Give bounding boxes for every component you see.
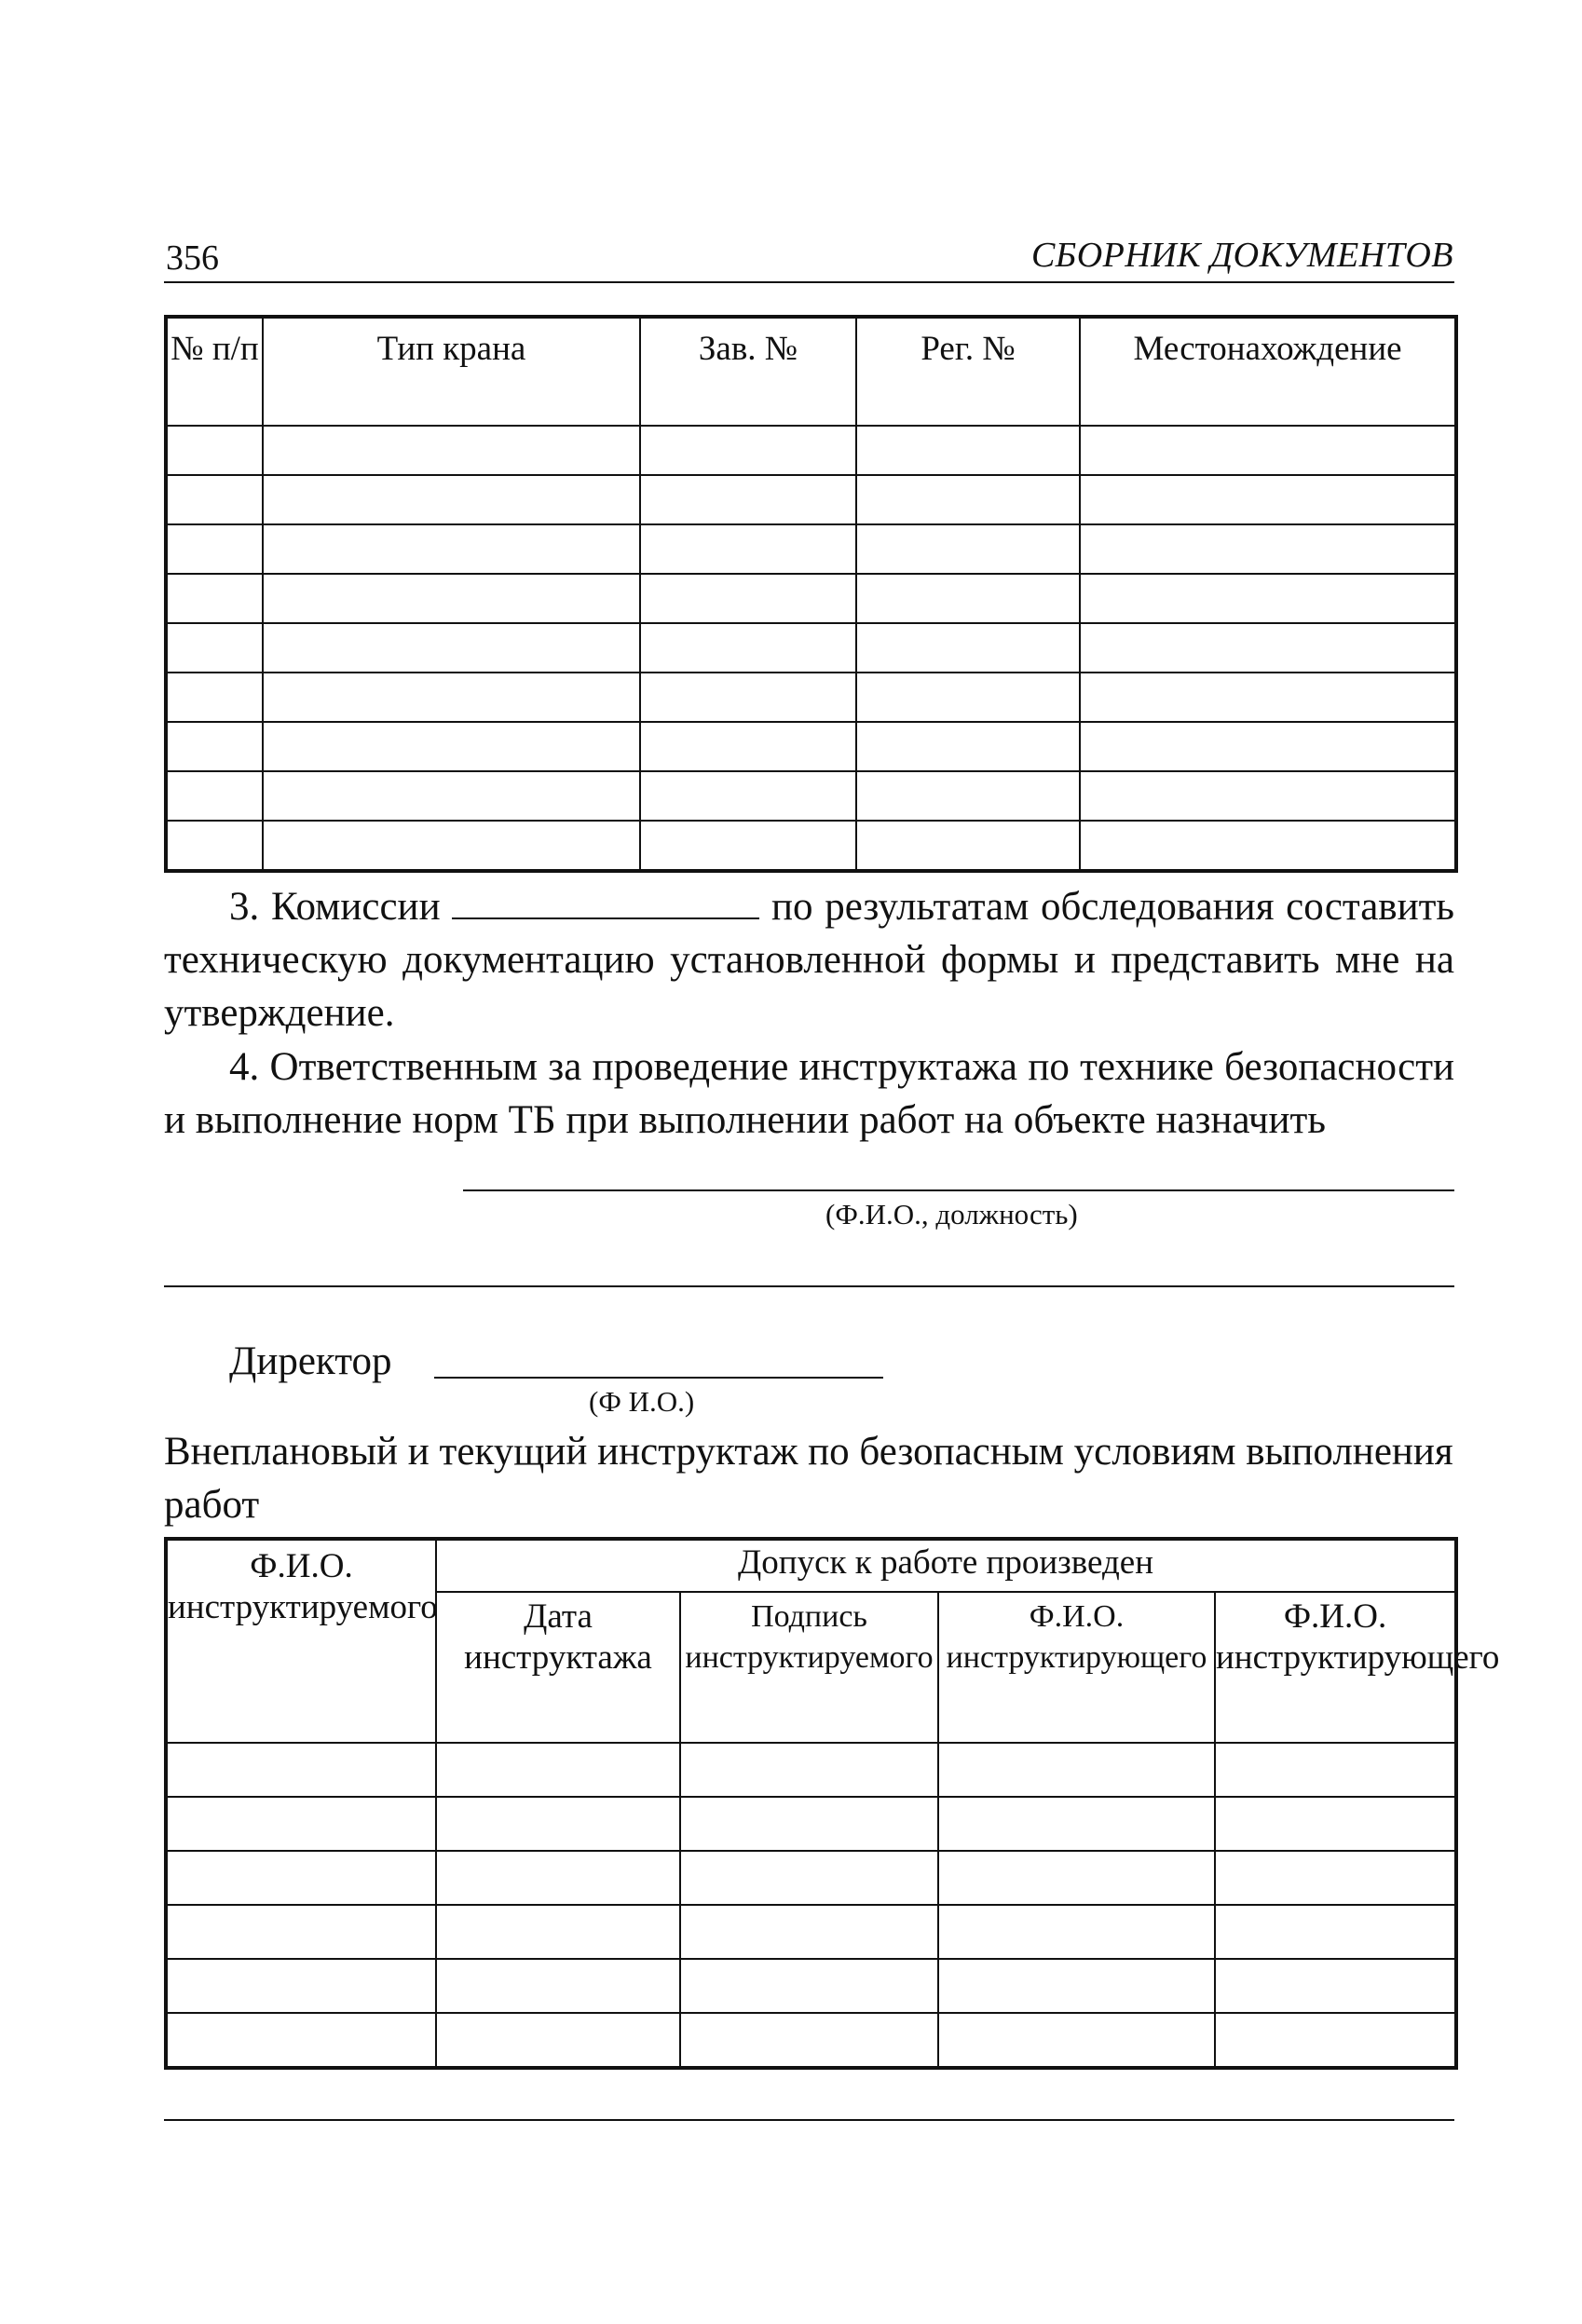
table-cell[interactable] — [1080, 426, 1456, 475]
table-cell[interactable] — [436, 1959, 680, 2013]
running-head: СБОРНИК ДОКУМЕНТОВ — [1030, 236, 1453, 275]
col-factory-number: Зав. № — [640, 317, 856, 426]
table-cell[interactable] — [680, 2013, 938, 2068]
table-row — [166, 426, 1456, 475]
table-cell[interactable] — [263, 524, 640, 574]
table-row — [166, 524, 1456, 574]
table-cell[interactable] — [856, 623, 1080, 673]
header-rule — [164, 281, 1454, 283]
table-cell[interactable] — [680, 1851, 938, 1905]
table-cell[interactable] — [166, 1797, 436, 1851]
bottom-rule — [164, 2119, 1454, 2121]
paragraph-3 — [164, 880, 1454, 1040]
table-row — [166, 722, 1456, 771]
table-cell[interactable] — [680, 1743, 938, 1797]
table-cell[interactable] — [1080, 722, 1456, 771]
table-row — [166, 1797, 1456, 1851]
table-cell[interactable] — [1080, 771, 1456, 821]
col-fio-instructor: Ф.И.О. инструктирующего — [938, 1592, 1215, 1743]
col-number: № п/п — [166, 317, 263, 426]
table-cell[interactable] — [263, 771, 640, 821]
table-cell[interactable] — [166, 1959, 436, 2013]
table-cell[interactable] — [1080, 623, 1456, 673]
table-cell[interactable] — [263, 426, 640, 475]
table-cell[interactable] — [856, 426, 1080, 475]
table-cell[interactable] — [263, 623, 640, 673]
table-cell[interactable] — [1215, 2013, 1456, 2068]
table-cell[interactable] — [263, 722, 640, 771]
paragraph-4-text: 4. Ответственным за проведение инструктажа по технике безопасности и выполнение норм ТБ при выполнении работ на объекте назначить — [164, 1045, 1454, 1142]
col-fio-instructed: Ф.И.О. инструктируемого — [166, 1539, 436, 1743]
table-cell[interactable] — [1215, 1959, 1456, 2013]
caption-fio: (Ф И.О.) — [589, 1385, 695, 1418]
table-cell[interactable] — [1215, 1851, 1456, 1905]
table-row — [166, 771, 1456, 821]
table-cell[interactable] — [938, 1797, 1215, 1851]
col-group-admission: Допуск к работе произведен — [436, 1539, 1456, 1592]
table-cell[interactable] — [938, 1851, 1215, 1905]
crane-table — [164, 315, 1458, 873]
table-cell[interactable] — [856, 673, 1080, 722]
table-cell[interactable] — [680, 1797, 938, 1851]
table-cell[interactable] — [1080, 821, 1456, 871]
table-cell[interactable] — [166, 2013, 436, 2068]
commission-blank[interactable] — [452, 888, 759, 919]
table-row — [166, 673, 1456, 722]
table-row — [166, 821, 1456, 871]
table-cell[interactable] — [856, 771, 1080, 821]
table-cell[interactable] — [640, 821, 856, 871]
table-row — [166, 2013, 1456, 2068]
table-cell[interactable] — [166, 771, 263, 821]
table-cell[interactable] — [938, 1905, 1215, 1959]
table-row — [166, 623, 1456, 673]
table-cell[interactable] — [680, 1959, 938, 2013]
table-cell[interactable] — [640, 574, 856, 623]
table-cell[interactable] — [263, 475, 640, 524]
table-cell[interactable] — [436, 2013, 680, 2068]
col-crane-type: Тип крана — [263, 317, 640, 426]
table-row — [166, 1743, 1456, 1797]
table-row — [166, 1959, 1456, 2013]
table-row — [166, 1851, 1456, 1905]
table-cell[interactable] — [1080, 574, 1456, 623]
table-cell[interactable] — [680, 1905, 938, 1959]
col-instruction-date: Дата инструктажа — [436, 1592, 680, 1743]
table-cell[interactable] — [856, 574, 1080, 623]
col-reg-number: Рег. № — [856, 317, 1080, 426]
table-row — [166, 475, 1456, 524]
col-signature-instructed: Подпись инструктируемого — [680, 1592, 938, 1743]
table-cell[interactable] — [166, 623, 263, 673]
instruction-table-header-row-1 — [166, 1539, 1456, 1592]
responsible-person-line-2[interactable] — [164, 1285, 1454, 1287]
table-cell[interactable] — [166, 1743, 436, 1797]
responsible-person-line[interactable] — [463, 1189, 1454, 1191]
paragraph-3-text: по результатам обследования составить техническую документацию установленной формы и представить мне на утверждение. — [164, 885, 1455, 1035]
table-cell[interactable] — [436, 1797, 680, 1851]
table-cell[interactable] — [640, 524, 856, 574]
paragraph-3-lead: 3. Комиссии — [229, 885, 441, 929]
table-cell[interactable] — [1080, 475, 1456, 524]
paragraph-4 — [164, 1040, 1454, 1147]
table-cell[interactable] — [436, 1905, 680, 1959]
table-cell[interactable] — [640, 426, 856, 475]
table-row — [166, 574, 1456, 623]
table-cell[interactable] — [938, 1743, 1215, 1797]
table-cell[interactable] — [166, 1905, 436, 1959]
table-cell[interactable] — [640, 475, 856, 524]
table-cell[interactable] — [1215, 1797, 1456, 1851]
crane-table-body — [166, 426, 1456, 871]
table-cell[interactable] — [856, 475, 1080, 524]
table-cell[interactable] — [938, 2013, 1215, 2068]
caption-fio-position: (Ф.И.О., должность) — [825, 1198, 1078, 1230]
instruction-table-body — [166, 1743, 1456, 2068]
table-cell[interactable] — [640, 673, 856, 722]
table-cell[interactable] — [1080, 524, 1456, 574]
table-cell[interactable] — [938, 1959, 1215, 2013]
section-title: Внеплановый и текущий инструктаж по безопасным условиям выполнения работ — [164, 1430, 1453, 1527]
table-cell[interactable] — [856, 821, 1080, 871]
director-signature-line[interactable] — [434, 1377, 883, 1379]
table-cell[interactable] — [166, 524, 263, 574]
table-row — [166, 1905, 1456, 1959]
table-cell[interactable] — [166, 475, 263, 524]
table-cell[interactable] — [1215, 1905, 1456, 1959]
table-cell[interactable] — [1080, 673, 1456, 722]
table-cell[interactable] — [166, 673, 263, 722]
col-fio-instructor-2: Ф.И.О. инструктирующего — [1215, 1592, 1456, 1743]
table-cell[interactable] — [263, 574, 640, 623]
table-cell[interactable] — [263, 673, 640, 722]
table-cell[interactable] — [856, 722, 1080, 771]
table-cell[interactable] — [640, 722, 856, 771]
table-cell[interactable] — [166, 574, 263, 623]
col-location: Местонахождение — [1080, 317, 1456, 426]
table-cell[interactable] — [166, 821, 263, 871]
table-cell[interactable] — [436, 1743, 680, 1797]
table-cell[interactable] — [263, 821, 640, 871]
table-cell[interactable] — [640, 623, 856, 673]
director-label: Директор — [229, 1339, 392, 1383]
table-cell[interactable] — [166, 1851, 436, 1905]
page-number: 356 — [166, 238, 219, 278]
crane-table-header-row — [166, 317, 1456, 426]
table-cell[interactable] — [1215, 1743, 1456, 1797]
table-cell[interactable] — [856, 524, 1080, 574]
instruction-table — [164, 1537, 1500, 2070]
table-cell[interactable] — [436, 1851, 680, 1905]
table-cell[interactable] — [166, 426, 263, 475]
table-cell[interactable] — [166, 722, 263, 771]
table-cell[interactable] — [640, 771, 856, 821]
